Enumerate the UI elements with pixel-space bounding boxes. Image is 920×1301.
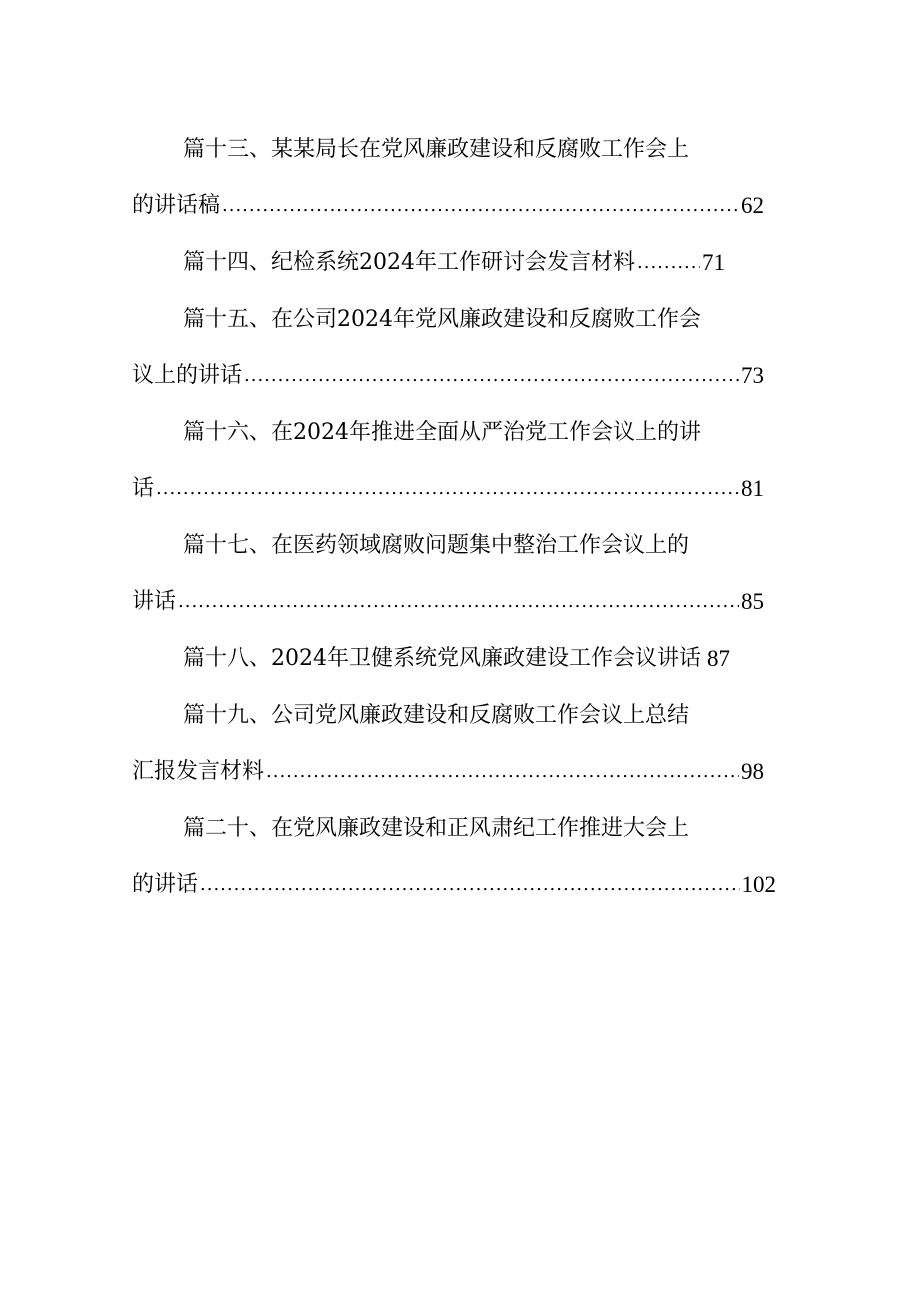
toc-entry-title-continued: 讲话 xyxy=(132,589,177,614)
toc-entry-18[interactable] xyxy=(183,639,783,679)
page-number: 98 xyxy=(741,759,764,784)
toc-entry-15-title[interactable] xyxy=(183,300,743,340)
toc-entry-19-continuation[interactable] xyxy=(132,752,764,792)
dot-leader xyxy=(244,356,739,396)
page-number: 87 xyxy=(707,646,730,671)
toc-entry-13-continuation[interactable] xyxy=(132,186,764,226)
page-number: 73 xyxy=(741,363,764,388)
toc-entry-17-continuation[interactable] xyxy=(132,582,764,622)
page-number: 102 xyxy=(741,872,776,897)
dot-leader xyxy=(178,582,739,622)
toc-entry-title: 篇十四、纪检系统2024年工作研讨会发言材料 xyxy=(183,250,635,275)
dot-leader xyxy=(637,243,700,283)
toc-entry-20-title[interactable] xyxy=(183,809,723,849)
toc-entry-15-continuation[interactable] xyxy=(132,356,764,396)
toc-entry-title: 篇十八、2024年卫健系统党风廉政建设工作会议讲话 xyxy=(183,646,701,671)
toc-entry-title: 篇十五、在公司2024年党风廉政建设和反腐败工作会 xyxy=(183,307,701,332)
dot-leader xyxy=(156,469,739,509)
dot-leader xyxy=(266,752,739,792)
toc-entry-20-continuation[interactable] xyxy=(132,865,776,905)
toc-entry-17-title[interactable] xyxy=(183,526,723,566)
toc-entry-13-title[interactable] xyxy=(183,130,723,170)
page-number: 62 xyxy=(741,193,764,218)
toc-entry-16-continuation[interactable] xyxy=(132,469,764,509)
toc-entry-19-title[interactable] xyxy=(183,696,723,736)
toc-entry-16-title[interactable] xyxy=(183,413,743,453)
page-number: 71 xyxy=(702,250,725,275)
page-number: 85 xyxy=(741,589,764,614)
toc-entry-title-continued: 汇报发言材料 xyxy=(132,759,265,784)
toc-entry-title: 篇十九、公司党风廉政建设和反腐败工作会议上总结 xyxy=(183,703,690,728)
toc-entry-title: 篇二十、在党风廉政建设和正风肃纪工作推进大会上 xyxy=(183,816,690,841)
dot-leader xyxy=(222,186,739,226)
dot-leader xyxy=(200,865,739,905)
toc-entry-14[interactable] xyxy=(183,243,725,283)
toc-entry-title: 篇十三、某某局长在党风廉政建设和反腐败工作会上 xyxy=(183,137,690,162)
page-number: 81 xyxy=(741,476,764,501)
toc-entry-title: 篇十七、在医药领域腐败问题集中整治工作会议上的 xyxy=(183,533,690,558)
toc-entry-title-continued: 话 xyxy=(132,476,155,501)
toc-entry-title-continued: 议上的讲话 xyxy=(132,363,243,388)
toc-entry-title-continued: 的讲话 xyxy=(132,872,199,897)
toc-entry-title: 篇十六、在2024年推进全面从严治党工作会议上的讲 xyxy=(183,420,701,445)
toc-entry-title-continued: 的讲话稿 xyxy=(132,193,221,218)
